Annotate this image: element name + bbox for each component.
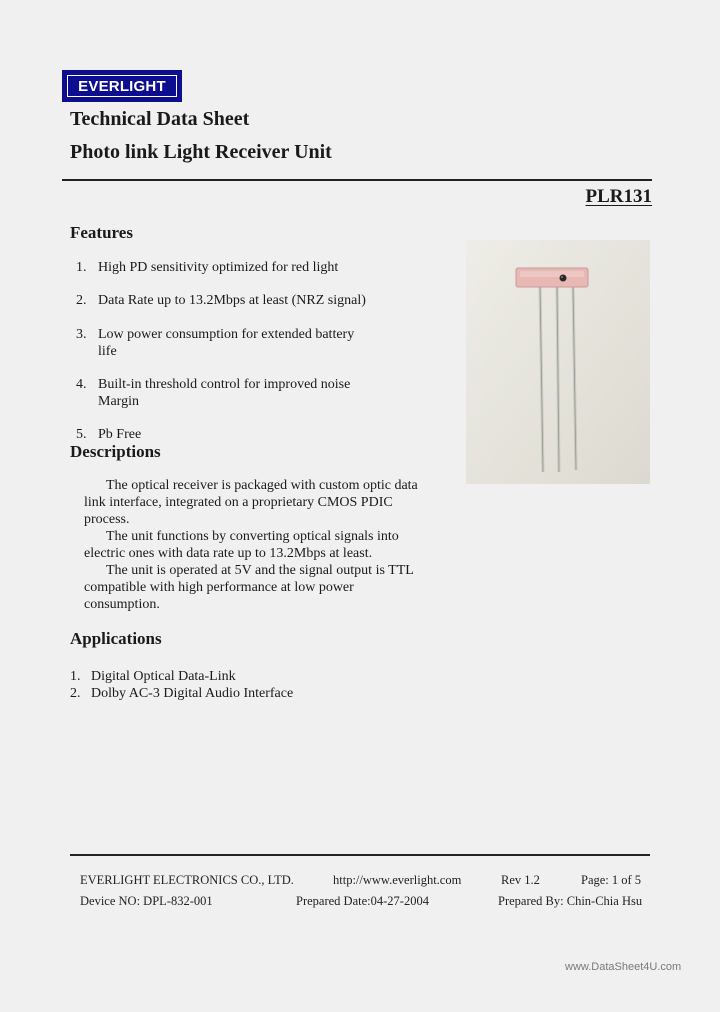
part-number: PLR131 — [585, 186, 652, 207]
footer-divider — [70, 854, 650, 856]
footer-device-number: Device NO: DPL-832-001 — [80, 894, 213, 908]
feature-text: Pb Free — [98, 427, 142, 442]
application-number: 2. — [70, 686, 81, 701]
application-item — [70, 668, 236, 685]
application-text: Dolby AC-3 Digital Audio Interface — [91, 686, 294, 701]
footer-company: EVERLIGHT ELECTRONICS CO., LTD. — [80, 873, 294, 887]
everlight-logo — [62, 70, 182, 102]
document-subtitle: Photo link Light Receiver Unit — [70, 141, 332, 163]
feature-number: 4. — [76, 377, 87, 392]
description-paragraph: The unit functions by converting optical signals into electric ones with data rate up to 13.2Mbps at least. — [84, 529, 399, 561]
features-heading: Features — [70, 223, 133, 242]
footer-page-number: Page: 1 of 5 — [581, 873, 642, 887]
feature-text: Data Rate up to 13.2Mbps at least (NRZ signal) — [98, 293, 366, 308]
document-title: Technical Data Sheet — [70, 108, 250, 130]
watermark-text: www.DataSheet4U.com — [565, 961, 682, 973]
footer-prepared-by: Prepared By: Chin-Chia Hsu — [498, 894, 643, 908]
receiver-unit-image — [466, 240, 650, 484]
applications-heading: Applications — [70, 629, 162, 648]
feature-text: Low power consumption for extended battery life — [98, 327, 355, 359]
feature-item — [76, 259, 386, 276]
application-item — [70, 685, 293, 702]
footer-url-link[interactable]: http://www.everlight.com — [333, 873, 462, 887]
feature-item — [76, 292, 386, 309]
feature-text: Built-in threshold control for improved noise Margin — [98, 377, 351, 409]
feature-item — [76, 326, 376, 360]
footer-prepared-date: Prepared Date:04-27-2004 — [296, 894, 429, 908]
header-divider — [62, 179, 652, 181]
logo-text: EVERLIGHT — [67, 75, 177, 97]
feature-number: 5. — [76, 427, 87, 442]
feature-number: 3. — [76, 327, 87, 342]
application-number: 1. — [70, 669, 81, 684]
feature-item — [76, 426, 386, 443]
descriptions-body — [84, 477, 424, 613]
feature-number: 2. — [76, 293, 87, 308]
descriptions-heading: Descriptions — [70, 442, 161, 461]
feature-number: 1. — [76, 260, 87, 275]
product-photo — [466, 240, 650, 484]
footer-revision: Rev 1.2 — [501, 873, 540, 887]
description-paragraph: The optical receiver is packaged with custom optic data link interface, integrated on a proprietary CMOS PDIC process. — [84, 478, 418, 527]
feature-text: High PD sensitivity optimized for red light — [98, 260, 339, 275]
description-paragraph: The unit is operated at 5V and the signal output is TTL compatible with high performance at low power consumption. — [84, 563, 414, 612]
feature-item — [76, 376, 376, 410]
application-text: Digital Optical Data-Link — [91, 669, 236, 684]
